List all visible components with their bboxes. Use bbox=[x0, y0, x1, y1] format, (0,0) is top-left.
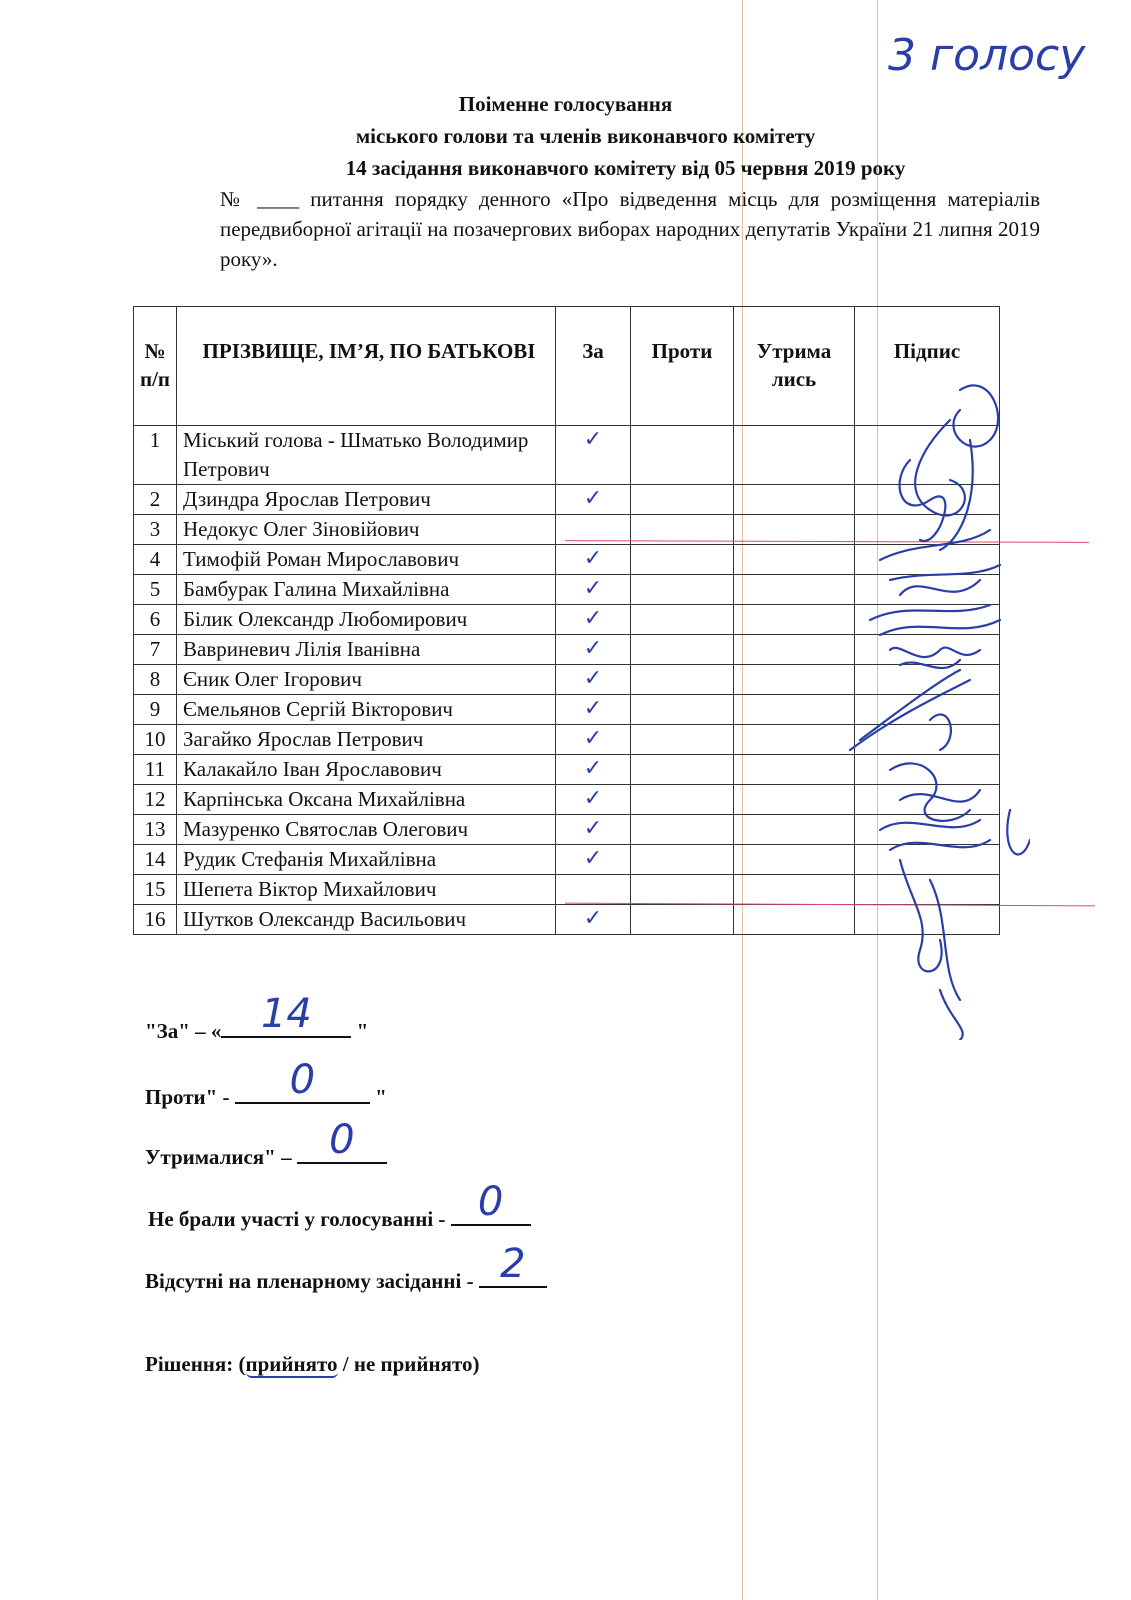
row-abstained bbox=[734, 875, 855, 905]
row-against bbox=[631, 426, 734, 485]
row-number: 10 bbox=[134, 725, 177, 755]
row-against bbox=[631, 545, 734, 575]
row-abstained bbox=[734, 545, 855, 575]
row-name: Вавриневич Лілія Іванівна bbox=[177, 635, 556, 665]
summary-abstained-value: 0 bbox=[329, 1117, 355, 1163]
header-for: За bbox=[556, 307, 631, 426]
row-name: Загайко Ярослав Петрович bbox=[177, 725, 556, 755]
row-abstained bbox=[734, 605, 855, 635]
row-abstained bbox=[734, 635, 855, 665]
row-for-check: ✓ bbox=[556, 426, 631, 485]
row-against bbox=[631, 605, 734, 635]
agenda-item-text: № ____ питання порядку денного «Про відведення місць для розміщення матеріалів передвиборної агітації на позачергових виборах народних депутатів України 21 липня 2019 року». bbox=[220, 187, 1040, 271]
row-number: 11 bbox=[134, 755, 177, 785]
summary-against bbox=[145, 1057, 387, 1110]
row-number: 6 bbox=[134, 605, 177, 635]
row-abstained bbox=[734, 905, 855, 935]
summary-for-value: 14 bbox=[260, 991, 312, 1037]
handwritten-note: 3 голосу bbox=[888, 30, 1086, 81]
row-for-check: ✓ bbox=[556, 485, 631, 515]
summary-against-end: " bbox=[369, 1085, 387, 1109]
doc-subtitle: міського голови та членів виконавчого комітету bbox=[355, 124, 816, 148]
decision-label: Рішення: ( bbox=[145, 1352, 246, 1376]
row-abstained bbox=[734, 815, 855, 845]
signatures-scribble-icon bbox=[840, 380, 1030, 1040]
header-abstained: Утрима лись bbox=[734, 307, 855, 426]
summary-absent-label: Відсутні на пленарному засіданні - bbox=[145, 1269, 479, 1293]
header-against: Проти bbox=[631, 307, 734, 426]
row-name: Мазуренко Святослав Олегович bbox=[177, 815, 556, 845]
summary-not-voted-field bbox=[451, 1179, 531, 1226]
row-for-check: ✓ bbox=[556, 845, 631, 875]
row-name: Карпінська Оксана Михайлівна bbox=[177, 785, 556, 815]
row-for-check: ✓ bbox=[556, 725, 631, 755]
row-against bbox=[631, 665, 734, 695]
row-number: 8 bbox=[134, 665, 177, 695]
row-against bbox=[631, 845, 734, 875]
row-abstained bbox=[734, 665, 855, 695]
summary-abstained-label: Утрималися" – bbox=[145, 1145, 297, 1169]
summary-against-value: 0 bbox=[289, 1057, 316, 1103]
row-name: Тимофій Роман Мирославович bbox=[177, 545, 556, 575]
row-against bbox=[631, 695, 734, 725]
row-name: Шутков Олександр Васильович bbox=[177, 905, 556, 935]
row-abstained bbox=[734, 575, 855, 605]
row-number: 15 bbox=[134, 875, 177, 905]
row-for-check: ✓ bbox=[556, 695, 631, 725]
row-against bbox=[631, 575, 734, 605]
row-abstained bbox=[734, 725, 855, 755]
summary-abstained bbox=[145, 1117, 387, 1170]
row-abstained bbox=[734, 785, 855, 815]
row-name: Шепета Віктор Михайлович bbox=[177, 875, 556, 905]
row-number: 9 bbox=[134, 695, 177, 725]
row-number: 4 bbox=[134, 545, 177, 575]
row-against bbox=[631, 635, 734, 665]
row-number: 5 bbox=[134, 575, 177, 605]
summary-absent-value: 2 bbox=[500, 1241, 526, 1287]
row-for-check: ✓ bbox=[556, 905, 631, 935]
row-abstained bbox=[734, 755, 855, 785]
row-name: Дзиндра Ярослав Петрович bbox=[177, 485, 556, 515]
summary-against-label: Проти" - bbox=[145, 1085, 235, 1109]
row-name: Білик Олександр Любомирович bbox=[177, 605, 556, 635]
row-for-check bbox=[556, 875, 631, 905]
row-for-check: ✓ bbox=[556, 635, 631, 665]
row-abstained bbox=[734, 695, 855, 725]
row-number: 1 bbox=[134, 426, 177, 485]
row-abstained bbox=[734, 426, 855, 485]
doc-meeting-line: 14 засідання виконавчого комітету від 05 червня 2019 року bbox=[345, 156, 906, 180]
row-against bbox=[631, 755, 734, 785]
row-name: Калакайло Іван Ярославович bbox=[177, 755, 556, 785]
summary-decision bbox=[145, 1352, 480, 1377]
decision-accepted-underlined: прийнято bbox=[245, 1352, 338, 1376]
row-number: 2 bbox=[134, 485, 177, 515]
summary-abstained-field bbox=[297, 1117, 387, 1164]
row-name: Рудик Стефанія Михайлівна bbox=[177, 845, 556, 875]
row-for-check: ✓ bbox=[556, 665, 631, 695]
row-number: 16 bbox=[134, 905, 177, 935]
summary-absent-field bbox=[479, 1241, 547, 1288]
summary-for-field bbox=[221, 991, 351, 1038]
row-against bbox=[631, 875, 734, 905]
row-for-check: ✓ bbox=[556, 545, 631, 575]
row-against bbox=[631, 905, 734, 935]
row-for-check: ✓ bbox=[556, 605, 631, 635]
row-for-check: ✓ bbox=[556, 815, 631, 845]
row-number: 3 bbox=[134, 515, 177, 545]
summary-not-voted-label: Не брали участі у голосуванні - bbox=[148, 1207, 451, 1231]
decision-rejected: не прийнято bbox=[353, 1352, 473, 1376]
row-name: Ємельянов Сергій Вікторович bbox=[177, 695, 556, 725]
summary-not-voted-value: 0 bbox=[477, 1179, 504, 1225]
row-abstained bbox=[734, 485, 855, 515]
row-number: 12 bbox=[134, 785, 177, 815]
row-number: 13 bbox=[134, 815, 177, 845]
summary-against-field bbox=[235, 1057, 370, 1104]
header-signature: Підпис bbox=[855, 307, 1000, 426]
summary-not-voted bbox=[148, 1179, 531, 1232]
row-name: Бамбурак Галина Михайлівна bbox=[177, 575, 556, 605]
row-abstained bbox=[734, 845, 855, 875]
row-against bbox=[631, 785, 734, 815]
summary-for bbox=[145, 991, 369, 1044]
row-for-check: ✓ bbox=[556, 785, 631, 815]
row-against bbox=[631, 485, 734, 515]
row-name: Недокус Олег Зіновійович bbox=[177, 515, 556, 545]
row-for-check: ✓ bbox=[556, 755, 631, 785]
summary-for-label: "За" – « bbox=[145, 1019, 222, 1043]
row-for-check: ✓ bbox=[556, 575, 631, 605]
row-against bbox=[631, 815, 734, 845]
summary-for-end: " bbox=[351, 1019, 369, 1043]
row-number: 7 bbox=[134, 635, 177, 665]
row-against bbox=[631, 725, 734, 755]
header-name: ПРІЗВИЩЕ, ІМ’Я, ПО БАТЬКОВІ bbox=[177, 307, 556, 426]
summary-absent bbox=[145, 1241, 547, 1294]
header-num: № п/п bbox=[134, 307, 177, 426]
decision-end: ) bbox=[472, 1352, 480, 1376]
row-name: Єник Олег Ігорович bbox=[177, 665, 556, 695]
row-name: Міський голова - Шматько Володимир Петрович bbox=[177, 426, 556, 485]
row-number: 14 bbox=[134, 845, 177, 875]
doc-title: Поіменне голосування bbox=[458, 92, 673, 116]
decision-separator: / bbox=[337, 1352, 354, 1376]
